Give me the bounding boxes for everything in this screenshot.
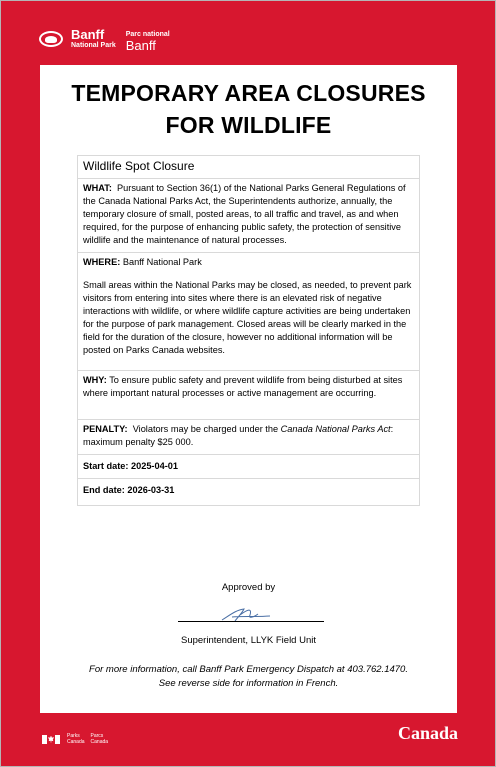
- end-date: End date: 2026-03-31: [83, 485, 175, 496]
- signatory-title: Superintendent, LLYK Field Unit: [180, 635, 317, 646]
- why-row: [78, 371, 419, 420]
- closure-details-table: [77, 155, 420, 506]
- brand-french: [126, 29, 170, 51]
- signature: [178, 605, 324, 631]
- info-text: [40, 663, 457, 691]
- what-text: Pursuant to Section 36(1) of the National Parks General Regulations of the Canada National Parks Act, the Superintendents authorize, annually, the temporary closure of small, posted areas, to all traffic and travel, as and when required, for the purpose of enhancing public safety, the protection of sensitive wildlife and the maintenance of natural processes.: [83, 183, 406, 245]
- start-date: Start date: 2025-04-01: [83, 460, 178, 471]
- penalty-text: Violators may be charged under the: [132, 423, 279, 434]
- canada-wordmark: Canada: [398, 723, 459, 743]
- info-line-1: For more information, call Banff Park Emergency Dispatch at 403.762.1470.: [89, 664, 408, 675]
- beaver-logo-icon: [39, 31, 65, 49]
- where-label: WHERE:: [83, 256, 121, 267]
- brand-en-sub: National Park: [71, 42, 116, 49]
- where-detail: Small areas within the National Parks may be closed, as needed, to prevent park visitors from entering into sites where there is an elevated risk of negative interactions with wildlife, or where wildlife capture activities are being undertaken for the purpose of park management. Closed areas will be clearly marked in the field for the duration of the closure, however no additional information will be posted on Parks Canada websites.: [83, 280, 412, 355]
- what-label: WHAT:: [83, 183, 112, 193]
- why-text: To ensure public safety and prevent wildlife from being disturbed at sites where important natural processes or active management are occurring.: [83, 374, 403, 398]
- signature-icon: [178, 605, 324, 625]
- page-title: [40, 77, 457, 141]
- penalty-row: [78, 420, 419, 455]
- why-label: WHY:: [83, 374, 107, 385]
- parks-canada-signature: [42, 733, 114, 745]
- start-date-row: [78, 455, 419, 480]
- parks-fr: [91, 733, 109, 745]
- parks-en-line-1: Parks: [67, 733, 80, 739]
- where-row: [78, 253, 419, 371]
- penalty-label: PENALTY:: [83, 423, 128, 434]
- notice-sheet: [40, 65, 457, 713]
- brand-en-name: Banff: [71, 27, 105, 42]
- parks-fr-line-2: Canada: [90, 739, 109, 745]
- parks-en-line-2: Canada: [67, 739, 85, 745]
- brand-fr-name: Banff: [125, 38, 156, 53]
- parks-fr-line-1: Parcs: [90, 733, 104, 739]
- approved-by-label: Approved by: [221, 582, 276, 593]
- title-line-2: FOR WILDLIFE: [165, 112, 332, 138]
- penalty-amount: : maximum penalty $25 000.: [83, 423, 394, 447]
- title-line-1: TEMPORARY AREA CLOSURES: [71, 80, 426, 106]
- where-text: Banff National Park: [122, 256, 202, 267]
- what-row: [78, 179, 419, 253]
- parks-en: [67, 733, 85, 745]
- brand-english: [71, 29, 116, 51]
- end-date-row: [78, 479, 419, 505]
- info-line-2: See reverse side for information in French.: [158, 678, 339, 689]
- canada-flag-icon: [42, 735, 60, 744]
- brand-fr-sub: Parc national: [125, 31, 170, 38]
- closure-type: Wildlife Spot Closure: [83, 159, 195, 173]
- closure-type-row: [78, 156, 419, 179]
- penalty-act: Canada National Parks Act: [280, 423, 391, 434]
- banff-logo: [39, 29, 170, 51]
